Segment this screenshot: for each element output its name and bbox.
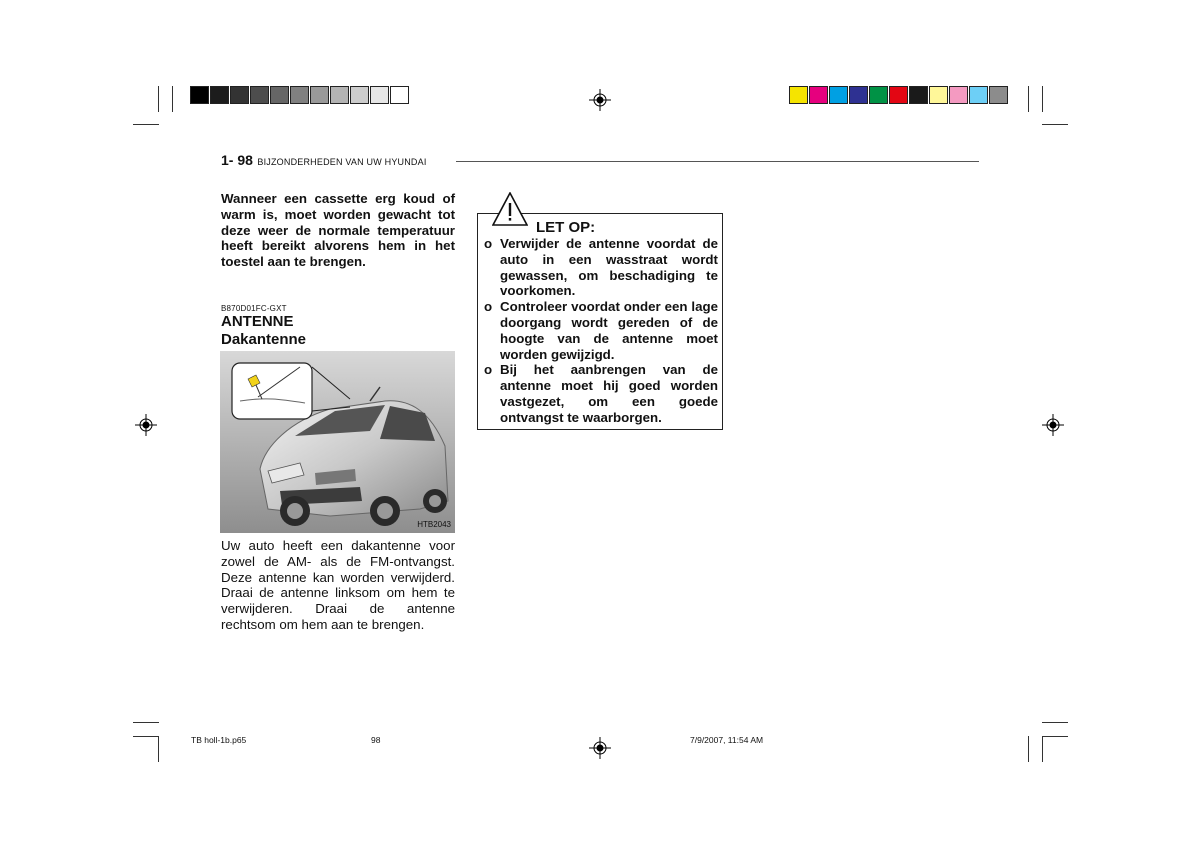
warning-box [477, 213, 723, 430]
footer-timestamp: 7/9/2007, 11:54 AM [690, 735, 764, 745]
registration-mark-right [1042, 414, 1064, 436]
section-title: BIJZONDERHEDEN VAN UW HYUNDAI [257, 157, 427, 167]
page-number: 1- 98 [221, 152, 253, 168]
warning-item [484, 299, 718, 362]
warning-item [484, 362, 718, 425]
footer-page: 98 [371, 735, 381, 745]
grayscale-swatch [390, 86, 409, 104]
warning-item-text: Bij het aanbrengen van de antenne moet hij goed worden vastgezet, om een goede ontvangst te waarborgen. [500, 362, 718, 425]
bullet: o [484, 236, 493, 251]
section-subheading: Dakantenne [221, 331, 307, 348]
grayscale-swatch [190, 86, 209, 104]
grayscale-swatch [270, 86, 289, 104]
grayscale-swatch [250, 86, 269, 104]
image-code: HTB2043 [417, 520, 451, 529]
color-swatch [969, 86, 988, 104]
color-swatch [869, 86, 888, 104]
car-roof-antenna-illustration [220, 351, 455, 533]
bullet: o [484, 362, 493, 378]
grayscale-swatch [350, 86, 369, 104]
header-rule [456, 161, 979, 162]
section-heading: ANTENNE [221, 313, 294, 330]
footer-file-name: TB holl-1b.p65 [191, 735, 247, 745]
grayscale-calibration-bar [190, 86, 410, 106]
color-swatch [989, 86, 1008, 104]
warning-item [484, 236, 718, 299]
grayscale-swatch [230, 86, 249, 104]
warning-item-text: Verwijder de antenne voordat de auto in een wasstraat wordt gewassen, om beschadiging te voorkomen. [500, 236, 718, 299]
warning-triangle-icon [492, 192, 528, 226]
color-calibration-bar [789, 86, 1009, 106]
color-swatch [849, 86, 868, 104]
grayscale-swatch [210, 86, 229, 104]
bullet: o [484, 299, 493, 315]
registration-mark-bottom [589, 737, 611, 759]
color-swatch [909, 86, 928, 104]
grayscale-swatch [290, 86, 309, 104]
color-swatch [809, 86, 828, 104]
grayscale-swatch [370, 86, 389, 104]
intro-paragraph: Wanneer een cassette erg koud of warm is, moet worden gewacht tot deze weer de normale temperatuur heeft bereikt alvorens hem in het toestel aan te brengen. [221, 191, 455, 270]
warning-item-text: Controleer voordat onder een lage doorgang wordt gereden of de hoogte van de antenne moet worden gewijzigd. [500, 299, 718, 362]
warning-list [484, 236, 718, 426]
page-header [221, 152, 427, 170]
grayscale-swatch [310, 86, 329, 104]
section-code: B870D01FC-GXT [221, 304, 287, 313]
warning-title: LET OP: [536, 219, 596, 236]
body-paragraph: Uw auto heeft een dakantenne voor zowel de AM- als de FM-ontvangst. Deze antenne kan worden verwijderd. Draai de antenne linksom om hem te verwijderen. Draai de antenne rechtsom om hem aan te brengen. [221, 538, 455, 632]
grayscale-swatch [330, 86, 349, 104]
registration-mark-left [135, 414, 157, 436]
color-swatch [889, 86, 908, 104]
registration-mark-top [589, 89, 611, 111]
color-swatch [929, 86, 948, 104]
color-swatch [949, 86, 968, 104]
color-swatch [789, 86, 808, 104]
color-swatch [829, 86, 848, 104]
